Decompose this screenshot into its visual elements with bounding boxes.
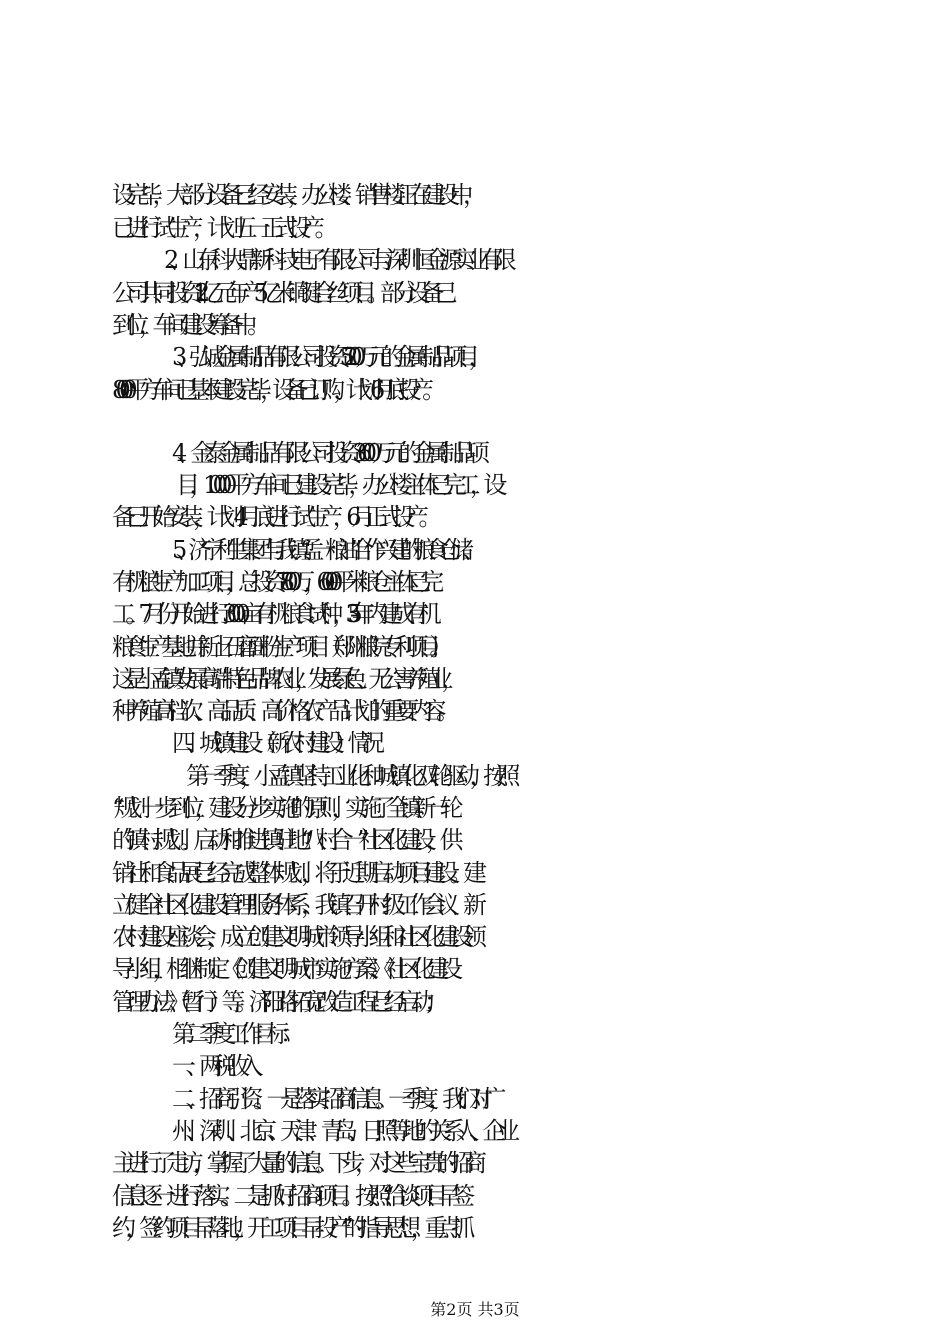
text-line: 管理办法》（暂行）等。济阳路拓宽改造工程已经启动； (112, 988, 438, 1016)
text-line: 立健全社区化建设管理服务体系，我镇召开村级工作会议、新 (112, 891, 477, 919)
text-line: 备已开始安装，计划4月底进行试生产，6月正式投产。 (112, 503, 433, 531)
text-line: 粮食生产基地并新上石磨面粉生产项目（郑州粮院专利项目）。 (112, 633, 442, 661)
text-line: 这是小孟镇发展高端特色品牌农业，发展绿色、无公害养殖业， (112, 665, 454, 693)
text-line: 主进行了走访，掌握了大量的信息。下步，对这些宝贵的招商 (112, 1149, 477, 1177)
text-line: 5、济宁利生集团与我镇“孟一粮油”合作兴建的粮食仓储、 (172, 536, 475, 564)
text-line: 约，签约项目早落地，开工项目早投产”的指导思想，重点抓 (112, 1214, 465, 1242)
text-line: 有机粮生产加工项目，总投资7800万，6000平米粮仓主体已完 (112, 568, 433, 596)
text-line: 8000平方车间已基本建设完毕，设备已订购，计划6月底投产。 (112, 376, 435, 404)
text-line: 第一季度，小孟镇坚持工业化和城镇化双轮驱动，按照 (186, 762, 510, 790)
section-heading: 四、城镇建设（新农村建设）情况 (172, 729, 375, 757)
text-line: 种养殖高档次、高品质、高价格农产品计划的重要内容。 (112, 697, 450, 725)
text-line: 工。7月份开始进行3000亩有机粮食试种，3-5年内建成有机 (112, 600, 431, 628)
text-line: 州、深圳、北京、天津、青岛、日照等地的关系人、企业 (172, 1117, 510, 1145)
page-number-footer: 第2页 共3页 (430, 1300, 520, 1319)
text-line: 目，10000平方车间已建设完毕，办公楼主体已完工，设 (176, 471, 497, 499)
section-heading: 一、两税收入 (172, 1052, 253, 1080)
text-line: 公司共同投资1.2亿元年产5亿米铜键合丝项目。部分设备已 (112, 279, 448, 307)
text-line: 导小组，相继制定《创建文明城市实施方案》、《社区化建设 (112, 955, 453, 983)
text-line: 销社和食品展已经完成整体规划，将于近期启动项目建设。建 (112, 859, 477, 887)
text-line: 3、弘诚金属制品有限公司投资5200万元的金属制品项目， (172, 343, 482, 371)
section-heading: 第二季度工作目标： (172, 1020, 294, 1048)
text-line: 的镇村规划。启动和推进镇驻地“八村合一”社区化建设，供 (112, 826, 454, 854)
text-line: 设完毕，大部分设备已经安装，办公楼、销售楼正在建设中， (112, 181, 477, 209)
text-line: 二、招商引资。一是落实招商信息。一季度，我们对广 (172, 1085, 496, 1113)
text-line: “规划一步到位，建设分步实施”的原则，实施了全镇新一轮 (112, 794, 454, 822)
text-line: 2、山东科大鼎新科技电子有限公司与深圳恒金源实业有限 (164, 246, 507, 274)
text-line: 已进行试生产，计划五一正式投产。 (112, 214, 328, 242)
text-line: 农村建设座谈会，成立创建文明城市领导小组和社区化建设领 (112, 923, 477, 951)
text-line: 信息逐一进行落实。二是抓好招商项目。按照“洽谈项目早签 (112, 1182, 465, 1210)
text-line: 到位，车间建设筹备中。 (112, 311, 261, 339)
text-line: 4、金泰金属制品有限公司投资3600万元的金属制品项 (172, 439, 480, 467)
